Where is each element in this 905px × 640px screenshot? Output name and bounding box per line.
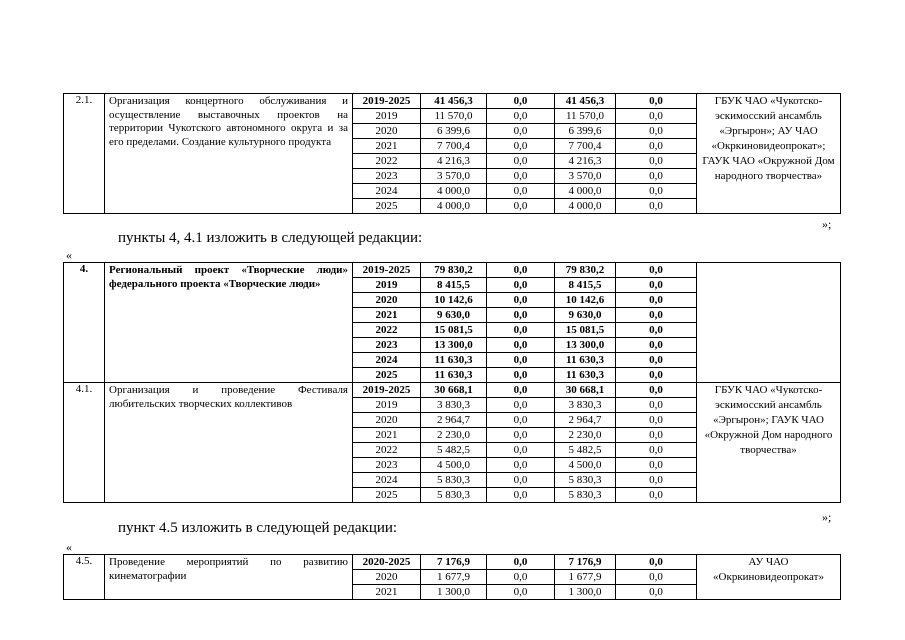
year-cell: 2021 — [353, 428, 421, 443]
other-sources-cell: 0,0 — [616, 154, 697, 169]
other-sources-cell: 0,0 — [616, 555, 697, 570]
item-name-cell: Проведение мероприятий по развитию кинематографии — [105, 555, 353, 600]
other-sources-cell: 0,0 — [616, 488, 697, 503]
federal-budget-cell: 0,0 — [487, 585, 555, 600]
other-sources-cell: 0,0 — [616, 293, 697, 308]
total-cell: 6 399,6 — [421, 124, 487, 139]
regional-budget-cell: 9 630,0 — [555, 308, 616, 323]
federal-budget-cell: 0,0 — [487, 398, 555, 413]
other-sources-cell: 0,0 — [616, 398, 697, 413]
year-cell: 2021 — [353, 308, 421, 323]
federal-budget-cell: 0,0 — [487, 353, 555, 368]
other-sources-cell: 0,0 — [616, 199, 697, 214]
year-cell: 2025 — [353, 199, 421, 214]
total-cell: 2 230,0 — [421, 428, 487, 443]
federal-budget-cell: 0,0 — [487, 263, 555, 278]
federal-budget-cell: 0,0 — [487, 383, 555, 398]
year-cell: 2023 — [353, 169, 421, 184]
year-cell: 2023 — [353, 458, 421, 473]
federal-budget-cell: 0,0 — [487, 473, 555, 488]
regional-budget-cell: 3 570,0 — [555, 169, 616, 184]
table-row — [64, 383, 841, 398]
federal-budget-cell: 0,0 — [487, 488, 555, 503]
total-cell: 5 830,3 — [421, 488, 487, 503]
federal-budget-cell: 0,0 — [487, 413, 555, 428]
year-cell: 2020-2025 — [353, 555, 421, 570]
federal-budget-cell: 0,0 — [487, 94, 555, 109]
other-sources-cell: 0,0 — [616, 428, 697, 443]
year-cell: 2020 — [353, 570, 421, 585]
total-cell: 1 300,0 — [421, 585, 487, 600]
year-cell: 2019 — [353, 278, 421, 293]
item-name-cell: Организация и проведение Фестиваля любительских творческих коллективов — [105, 383, 353, 503]
other-sources-cell: 0,0 — [616, 94, 697, 109]
item-code-cell: 4.1. — [64, 383, 105, 503]
total-cell: 15 081,5 — [421, 323, 487, 338]
year-cell: 2022 — [353, 154, 421, 169]
federal-budget-cell: 0,0 — [487, 368, 555, 383]
regional-budget-cell: 7 176,9 — [555, 555, 616, 570]
other-sources-cell: 0,0 — [616, 585, 697, 600]
federal-budget-cell: 0,0 — [487, 443, 555, 458]
total-cell: 7 700,4 — [421, 139, 487, 154]
regional-budget-cell: 4 216,3 — [555, 154, 616, 169]
federal-budget-cell: 0,0 — [487, 428, 555, 443]
instruction-paragraph-2: пункт 4.5 изложить в следующей редакции: — [118, 520, 398, 536]
year-cell: 2019-2025 — [353, 263, 421, 278]
other-sources-cell: 0,0 — [616, 473, 697, 488]
other-sources-cell: 0,0 — [616, 338, 697, 353]
year-cell: 2024 — [353, 473, 421, 488]
other-sources-cell: 0,0 — [616, 323, 697, 338]
opening-quote-2: « — [66, 540, 72, 554]
year-cell: 2025 — [353, 368, 421, 383]
total-cell: 8 415,5 — [421, 278, 487, 293]
closing-quote-2: »; — [822, 510, 832, 524]
federal-budget-cell: 0,0 — [487, 124, 555, 139]
year-cell: 2022 — [353, 443, 421, 458]
item-name-cell: Региональный проект «Творческие люди» федерального проекта «Творческие люди» — [105, 263, 353, 383]
regional-budget-cell: 11 630,3 — [555, 368, 616, 383]
regional-budget-cell: 4 500,0 — [555, 458, 616, 473]
responsible-org-cell: АУ ЧАО «Окркиновидеопрокат» — [697, 555, 841, 600]
federal-budget-cell: 0,0 — [487, 278, 555, 293]
item-code-cell: 2.1. — [64, 94, 105, 214]
federal-budget-cell: 0,0 — [487, 323, 555, 338]
responsible-org-cell: ГБУК ЧАО «Чукотско-эскимосский ансамбль «Эргырон»; АУ ЧАО «Окркиновидеопрокат»; ГАУК ЧАО «Окружной Дом народного творчества» — [697, 94, 841, 214]
regional-budget-cell: 7 700,4 — [555, 139, 616, 154]
total-cell: 2 964,7 — [421, 413, 487, 428]
other-sources-cell: 0,0 — [616, 353, 697, 368]
year-cell: 2020 — [353, 124, 421, 139]
year-cell: 2019-2025 — [353, 383, 421, 398]
regional-budget-cell: 6 399,6 — [555, 124, 616, 139]
total-cell: 5 482,5 — [421, 443, 487, 458]
total-cell: 4 000,0 — [421, 199, 487, 214]
regional-budget-cell: 5 482,5 — [555, 443, 616, 458]
closing-quote-1: »; — [822, 217, 832, 231]
total-cell: 4 500,0 — [421, 458, 487, 473]
federal-budget-cell: 0,0 — [487, 293, 555, 308]
regional-budget-cell: 3 830,3 — [555, 398, 616, 413]
year-cell: 2024 — [353, 184, 421, 199]
other-sources-cell: 0,0 — [616, 184, 697, 199]
regional-budget-cell: 30 668,1 — [555, 383, 616, 398]
total-cell: 4 000,0 — [421, 184, 487, 199]
regional-budget-cell: 5 830,3 — [555, 488, 616, 503]
item-code-cell: 4.5. — [64, 555, 105, 600]
total-cell: 79 830,2 — [421, 263, 487, 278]
federal-budget-cell: 0,0 — [487, 570, 555, 585]
regional-budget-cell: 13 300,0 — [555, 338, 616, 353]
total-cell: 5 830,3 — [421, 473, 487, 488]
federal-budget-cell: 0,0 — [487, 555, 555, 570]
other-sources-cell: 0,0 — [616, 443, 697, 458]
responsible-org-cell — [697, 263, 841, 383]
item-code-cell: 4. — [64, 263, 105, 383]
total-cell: 41 456,3 — [421, 94, 487, 109]
table-row — [64, 555, 841, 570]
regional-budget-cell: 5 830,3 — [555, 473, 616, 488]
total-cell: 11 630,3 — [421, 368, 487, 383]
other-sources-cell: 0,0 — [616, 139, 697, 154]
year-cell: 2019-2025 — [353, 94, 421, 109]
other-sources-cell: 0,0 — [616, 278, 697, 293]
item-name-cell: Организация концертного обслуживания и осуществление выставочных проектов на территории Чукотского автономного округа и за его пределами. Создание культурного продукта — [105, 94, 353, 214]
year-cell: 2020 — [353, 293, 421, 308]
year-cell: 2023 — [353, 338, 421, 353]
opening-quote-1: « — [66, 248, 72, 262]
year-cell: 2025 — [353, 488, 421, 503]
table-row — [64, 263, 841, 278]
year-cell: 2021 — [353, 139, 421, 154]
total-cell: 30 668,1 — [421, 383, 487, 398]
regional-budget-cell: 15 081,5 — [555, 323, 616, 338]
other-sources-cell: 0,0 — [616, 263, 697, 278]
total-cell: 13 300,0 — [421, 338, 487, 353]
other-sources-cell: 0,0 — [616, 413, 697, 428]
regional-budget-cell: 79 830,2 — [555, 263, 616, 278]
total-cell: 1 677,9 — [421, 570, 487, 585]
table-row — [64, 94, 841, 109]
regional-budget-cell: 1 300,0 — [555, 585, 616, 600]
table-items-4-4-1 — [63, 262, 841, 503]
other-sources-cell: 0,0 — [616, 308, 697, 323]
federal-budget-cell: 0,0 — [487, 139, 555, 154]
instruction-paragraph-1: пункты 4, 4.1 изложить в следующей редакции: — [118, 230, 423, 246]
year-cell: 2020 — [353, 413, 421, 428]
regional-budget-cell: 11 570,0 — [555, 109, 616, 124]
federal-budget-cell: 0,0 — [487, 154, 555, 169]
year-cell: 2024 — [353, 353, 421, 368]
total-cell: 11 570,0 — [421, 109, 487, 124]
federal-budget-cell: 0,0 — [487, 169, 555, 184]
federal-budget-cell: 0,0 — [487, 109, 555, 124]
regional-budget-cell: 8 415,5 — [555, 278, 616, 293]
other-sources-cell: 0,0 — [616, 169, 697, 184]
regional-budget-cell: 2 230,0 — [555, 428, 616, 443]
other-sources-cell: 0,0 — [616, 368, 697, 383]
federal-budget-cell: 0,0 — [487, 184, 555, 199]
regional-budget-cell: 2 964,7 — [555, 413, 616, 428]
responsible-org-cell: ГБУК ЧАО «Чукотско-эскимосский ансамбль «Эргырон»; ГАУК ЧАО «Окружной Дом народного творчества» — [697, 383, 841, 503]
year-cell: 2019 — [353, 398, 421, 413]
regional-budget-cell: 11 630,3 — [555, 353, 616, 368]
other-sources-cell: 0,0 — [616, 570, 697, 585]
regional-budget-cell: 10 142,6 — [555, 293, 616, 308]
federal-budget-cell: 0,0 — [487, 308, 555, 323]
other-sources-cell: 0,0 — [616, 383, 697, 398]
total-cell: 11 630,3 — [421, 353, 487, 368]
total-cell: 10 142,6 — [421, 293, 487, 308]
other-sources-cell: 0,0 — [616, 109, 697, 124]
total-cell: 3 570,0 — [421, 169, 487, 184]
federal-budget-cell: 0,0 — [487, 199, 555, 214]
regional-budget-cell: 4 000,0 — [555, 184, 616, 199]
table-item-4-5 — [63, 554, 841, 600]
regional-budget-cell: 4 000,0 — [555, 199, 616, 214]
year-cell: 2021 — [353, 585, 421, 600]
year-cell: 2019 — [353, 109, 421, 124]
federal-budget-cell: 0,0 — [487, 458, 555, 473]
year-cell: 2022 — [353, 323, 421, 338]
table-item-2-1 — [63, 93, 841, 214]
regional-budget-cell: 1 677,9 — [555, 570, 616, 585]
total-cell: 4 216,3 — [421, 154, 487, 169]
regional-budget-cell: 41 456,3 — [555, 94, 616, 109]
federal-budget-cell: 0,0 — [487, 338, 555, 353]
total-cell: 7 176,9 — [421, 555, 487, 570]
other-sources-cell: 0,0 — [616, 458, 697, 473]
total-cell: 9 630,0 — [421, 308, 487, 323]
other-sources-cell: 0,0 — [616, 124, 697, 139]
total-cell: 3 830,3 — [421, 398, 487, 413]
